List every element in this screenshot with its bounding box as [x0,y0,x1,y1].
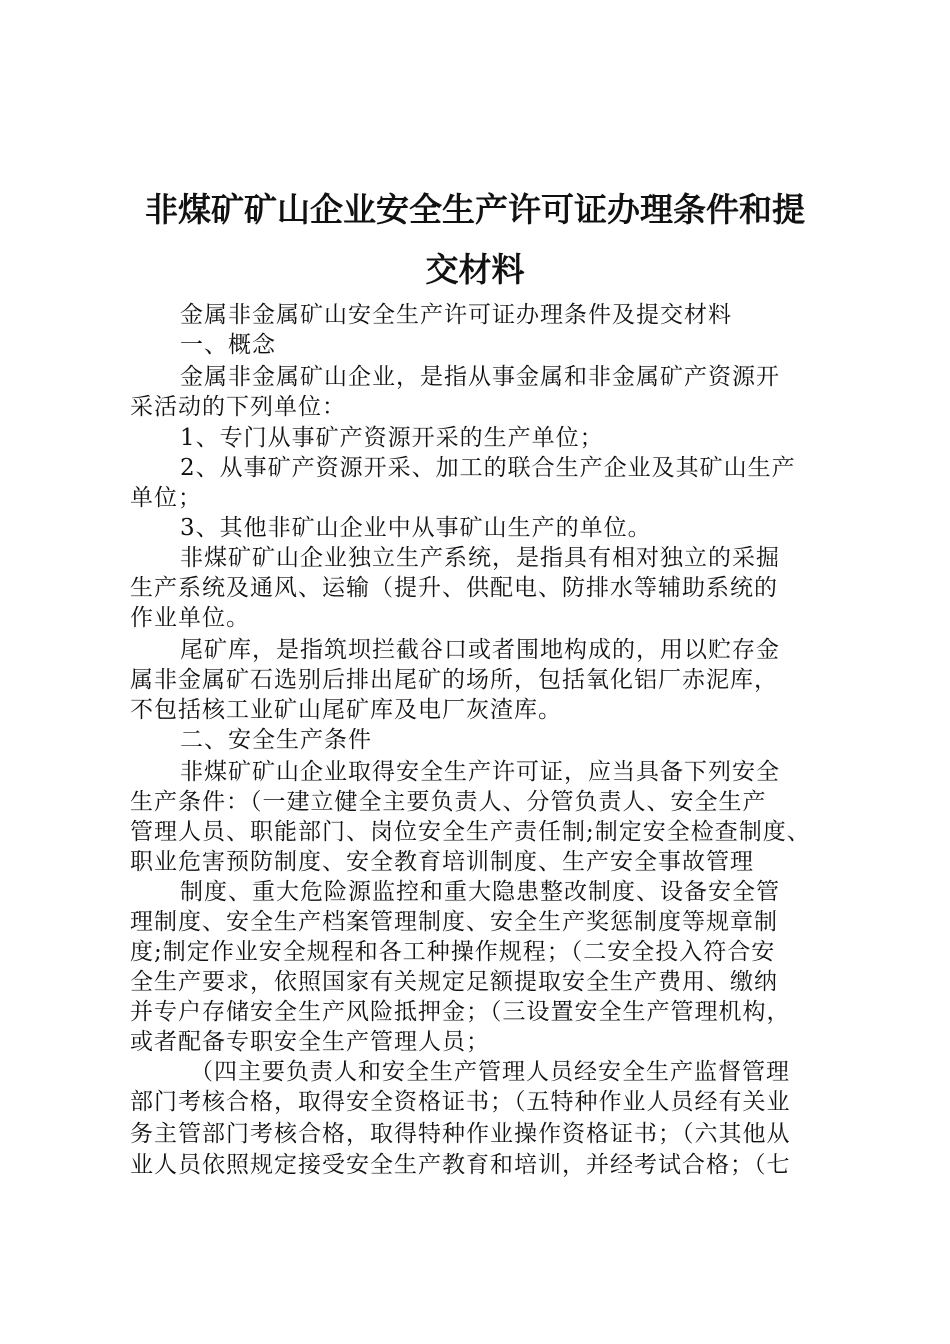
body-line: 非煤矿矿山企业独立生产系统，是指具有相对独立的采掘 [180,545,780,571]
body-line: 业人员依照规定接受安全生产教育和培训，并经考试合格；（七 [130,1152,791,1178]
body-line: （四主要负责人和安全生产管理人员经安全生产监督管理 [190,1059,790,1085]
list-item-3: 3、其他非矿山企业中从事矿山生产的单位。 [180,515,652,541]
body-line: 属非金属矿石选别后排出尾矿的场所，包括氧化铝厂赤泥库， [130,667,778,693]
body-line: 务主管部门考核合格，取得特种作业操作资格证书；（六其他从 [130,1121,791,1147]
body-line: 生产条件：（一建立健全主要负责人、分管负责人、安全生产 [130,789,767,815]
body-line: 非煤矿矿山企业取得安全生产许可证，应当具备下列安全 [180,759,780,785]
list-item-2-cont: 单位； [130,485,202,511]
document-title-line-1: 非煤矿矿山企业安全生产许可证办理条件和提 [145,190,805,229]
subtitle-line: 金属非金属矿山安全生产许可证办理条件及提交材料 [180,302,732,328]
document-title-line-2: 交材料 [425,250,525,289]
body-line: 制度、重大危险源监控和重大隐患整改制度、设备安全管 [180,879,780,905]
body-line: 全生产要求，依照国家有关规定足额提取安全生产费用、缴纳 [130,969,778,995]
body-line: 度;制定作业安全规程和各工种操作规程；（二安全投入符合安 [130,939,776,965]
body-line: 并专户存储安全生产风险抵押金；（三设置安全生产管理机构， [130,999,791,1025]
body-line: 管理人员、职能部门、岗位安全生产责任制;制定安全检查制度、 [130,819,811,845]
body-line: 采活动的下列单位： [130,394,346,420]
section-heading-conditions: 二、安全生产条件 [180,727,372,753]
list-item-2: 2、从事矿产资源开采、加工的联合生产企业及其矿山生产 [180,455,796,481]
body-line: 职业危害预防制度、安全教育培训制度、生产安全事故管理 [130,849,754,875]
body-line: 作业单位。 [130,605,250,631]
body-line: 生产系统及通风、运输（提升、供配电、防排水等辅助系统的 [130,575,778,601]
body-line: 金属非金属矿山企业，是指从事金属和非金属矿产资源开 [180,364,780,390]
body-line: 部门考核合格，取得安全资格证书；（五特种作业人员经有关业 [130,1089,791,1115]
list-item-1: 1、专门从事矿产资源开采的生产单位； [180,425,604,451]
body-line: 理制度、安全生产档案管理制度、安全生产奖惩制度等规章制 [130,909,778,935]
body-line: 尾矿库，是指筑坝拦截谷口或者围地构成的，用以贮存金 [180,637,780,663]
body-line: 不包括核工业矿山尾矿库及电厂灰渣库。 [130,697,562,723]
section-heading-concept: 一、概念 [180,332,276,358]
body-line: 或者配备专职安全生产管理人员； [130,1029,490,1055]
